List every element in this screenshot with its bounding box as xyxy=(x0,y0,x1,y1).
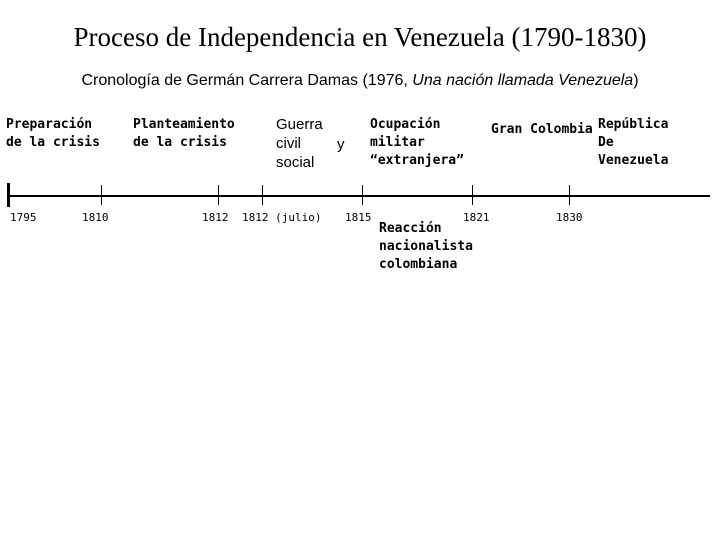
period-gran-colombia: Gran Colombia xyxy=(491,122,593,137)
period-ocupacion-line2: militar xyxy=(370,135,425,150)
period-republica-line3: Venezuela xyxy=(598,153,669,168)
period-republica xyxy=(598,116,668,170)
period-ocupacion-line3: “extranjera” xyxy=(370,153,464,168)
tick-1815 xyxy=(362,185,363,205)
period-planteamiento-line1: Planteamiento xyxy=(133,117,235,132)
tick-1812-julio xyxy=(262,185,263,205)
period-reaccion xyxy=(379,220,473,274)
tick-1795 xyxy=(7,183,10,207)
period-republica-line1: República xyxy=(598,117,669,132)
tick-1830 xyxy=(569,185,570,205)
year-1810: 1810 xyxy=(82,211,109,224)
period-republica-line2: De xyxy=(598,135,614,150)
period-guerra xyxy=(276,115,323,172)
period-preparacion-line1: Preparación xyxy=(6,117,93,132)
period-ocupacion xyxy=(370,116,464,170)
period-guerra-line2: civil xyxy=(276,135,301,152)
subtitle-book-title: Una nación llamada Venezuela xyxy=(412,72,634,89)
year-1812-julio: 1812 (julio) xyxy=(242,211,322,224)
page-subtitle xyxy=(0,72,720,90)
period-preparacion xyxy=(6,116,100,152)
period-planteamiento-line2: de la crisis xyxy=(133,135,227,150)
period-planteamiento xyxy=(133,116,235,152)
period-guerra-line3: social xyxy=(276,154,315,171)
tick-1812 xyxy=(218,185,219,205)
year-1830: 1830 xyxy=(556,211,583,224)
period-reaccion-line1: Reacción xyxy=(379,221,442,236)
period-reaccion-line2: nacionalista xyxy=(379,239,473,254)
year-1812: 1812 xyxy=(202,211,229,224)
period-guerra-line1: Guerra xyxy=(276,116,323,133)
page-title: Proceso de Independencia en Venezuela (1790-1830) xyxy=(73,22,647,52)
tick-1821 xyxy=(472,185,473,205)
period-preparacion-line2: de la crisis xyxy=(6,135,100,150)
year-1821: 1821 xyxy=(463,211,490,224)
period-reaccion-line3: colombiana xyxy=(379,257,458,272)
subtitle-prefix: Cronología de Germán Carrera Damas (1976, xyxy=(81,72,413,89)
period-ocupacion-line1: Ocupación xyxy=(370,117,441,132)
year-1795: 1795 xyxy=(10,211,37,224)
tick-1810 xyxy=(101,185,102,205)
year-1815: 1815 xyxy=(345,211,372,224)
timeline-axis xyxy=(8,195,710,197)
subtitle-suffix: ) xyxy=(633,72,639,89)
period-guerra-conjunction: y xyxy=(337,136,345,153)
